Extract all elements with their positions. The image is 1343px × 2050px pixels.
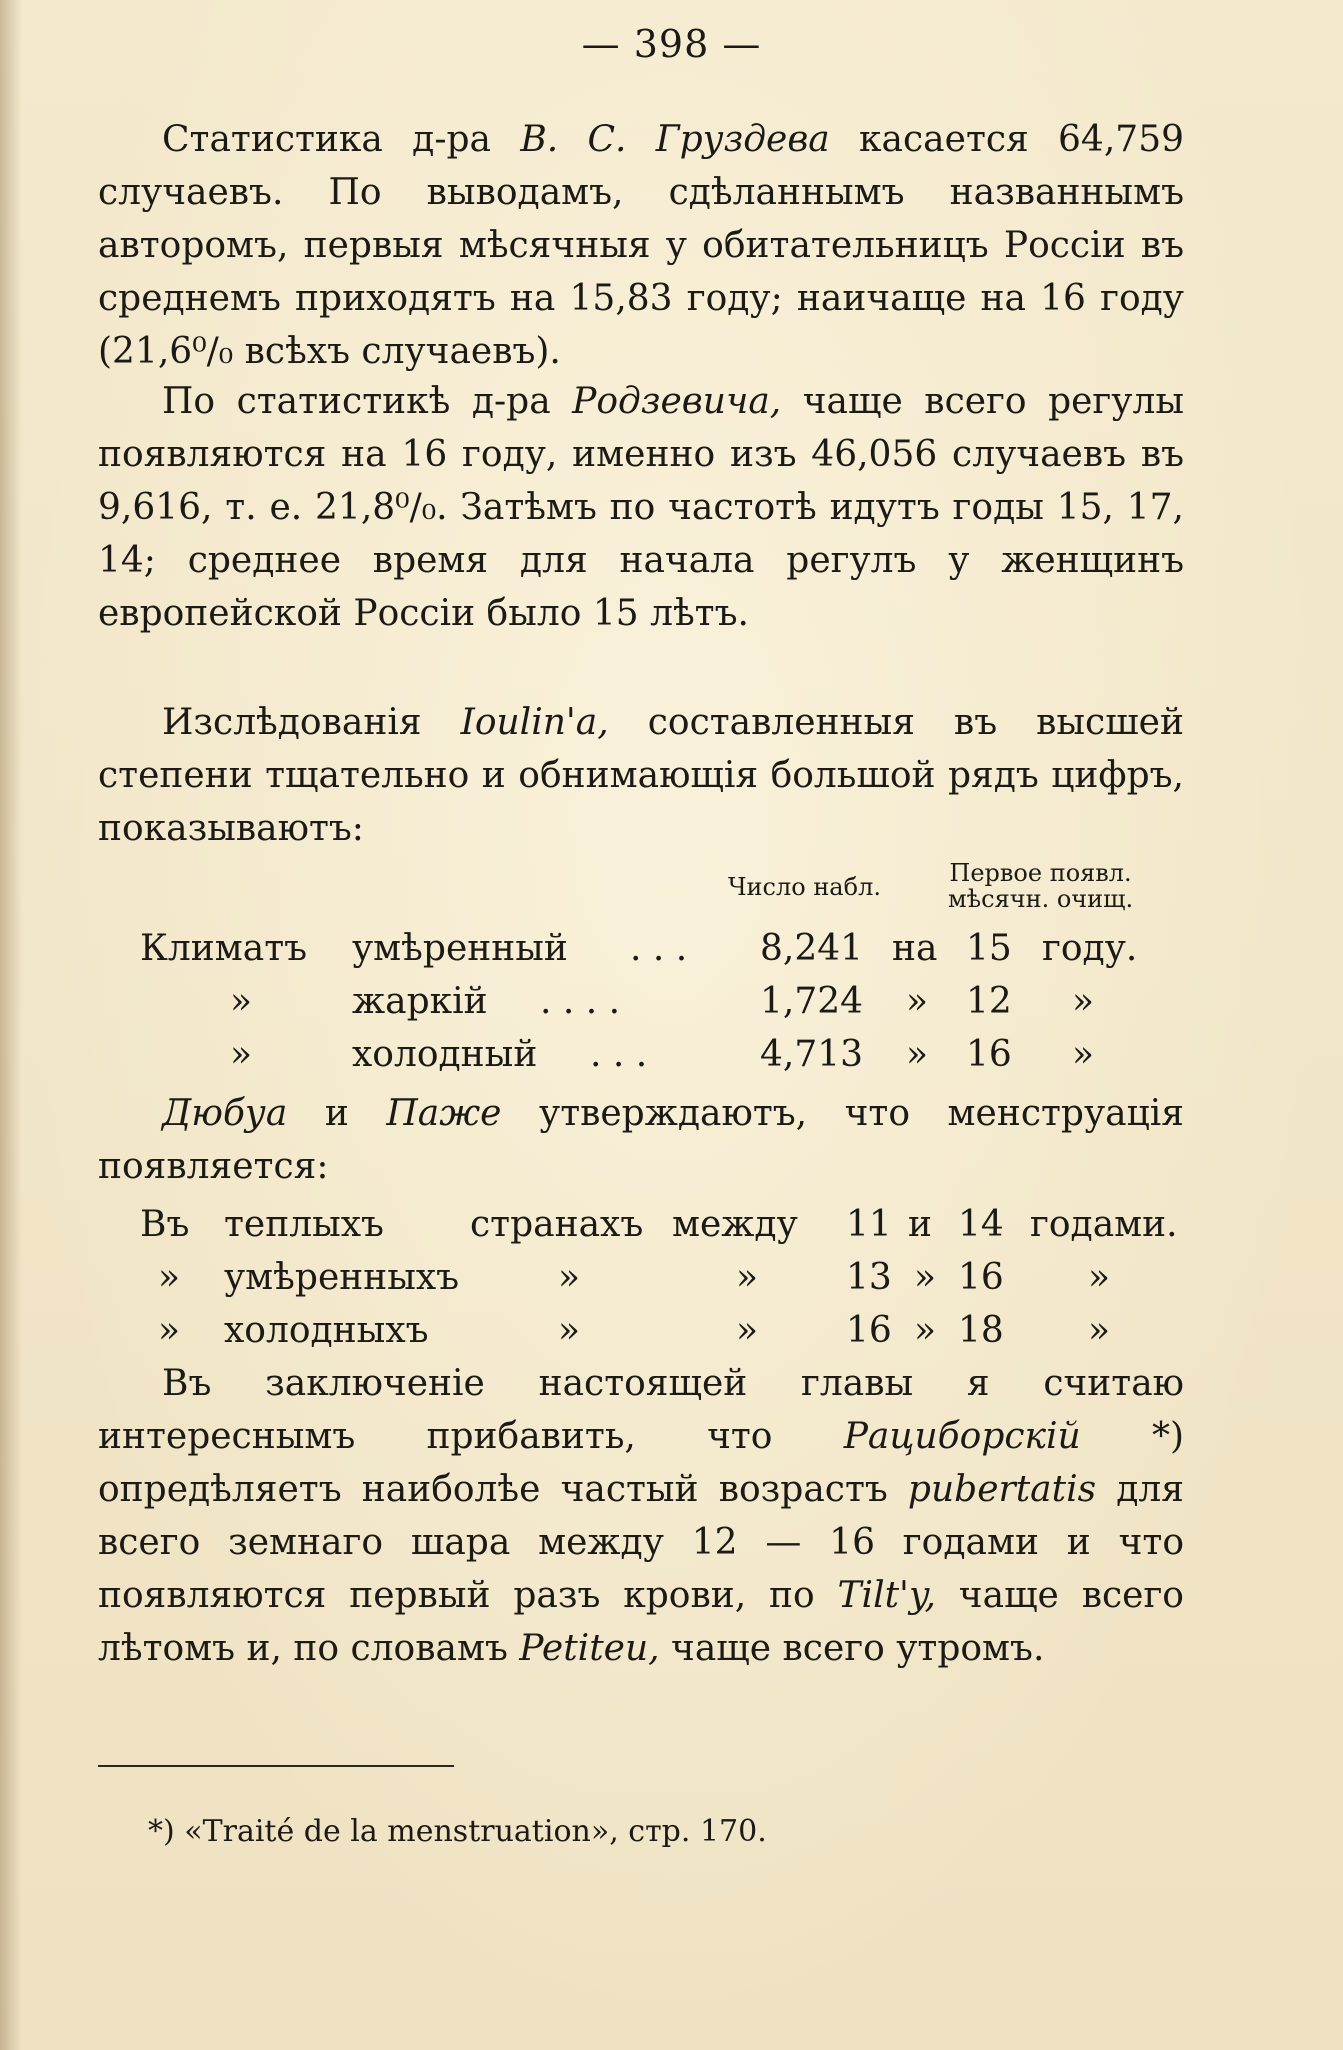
column-header-first-line2: мѣсячн. очищ. [948,885,1134,913]
age-from: 13 [846,1257,892,1298]
country-type: теплыхъ [224,1204,384,1245]
country-type: холодныхъ [224,1310,429,1351]
author-name: Tilt'y, [837,1575,936,1616]
paragraph-text: чаще всего регулы появляются на 16 году, именно изъ 46,056 случаевъ въ 9,616, т. е. 21,8⁰/₀. Затѣмъ по частотѣ идутъ годы 15, 17, 14; среднее время для начала регулъ у женщинъ европейской Россіи было 15 лѣтъ. [98,381,1184,634]
row-label: » [230,1034,253,1075]
row-label: » [230,981,253,1022]
age-to: 18 [958,1310,1004,1351]
author-name: Родзевича, [572,381,782,422]
table-row [0,975,1343,1028]
paragraph-rodzevich [98,375,1184,640]
paragraph-text: По статистикѣ д-ра [162,381,573,422]
paragraph-text: Изслѣдованія [162,702,461,743]
climate-name: умѣренный [352,928,568,969]
column-header-first-line1: Первое появл. [949,859,1132,887]
observation-count: 8,241 [760,928,864,969]
row-prefix: » [158,1310,181,1351]
age-unit: году. [1042,928,1138,969]
first-age: 12 [966,981,1012,1022]
paragraph-ioulin [98,696,1184,855]
age-unit: » [1072,981,1095,1022]
paragraph-text: утверждаютъ, что менструація появляется: [98,1093,1184,1187]
table-row [0,1198,1343,1251]
row-label: Климатъ [140,928,308,969]
leader-dots: . . . [590,1034,648,1075]
age-to: 16 [958,1257,1004,1298]
footnote: *) «Traité de la menstruation», стр. 170. [148,1814,767,1849]
between-word: » [736,1257,759,1298]
ditto-mark: » [906,1034,929,1075]
countries-word: » [558,1310,581,1351]
author-name: Ioulin'a, [460,702,609,743]
between-word: между [672,1204,798,1245]
paragraph-text: касается 64,759 случаевъ. По выводамъ, сдѣланнымъ названнымъ авторомъ, первыя мѣсячныя у обитательницъ Россіи въ среднемъ приходятъ на 15,83 году; наичаще на 16 году (21,6⁰/₀ всѣхъ случаевъ). [98,119,1184,372]
author-name: В. С. Груздева [520,119,830,160]
age-unit: » [1072,1034,1095,1075]
table-row [0,1251,1343,1304]
observation-count: 4,713 [760,1034,864,1075]
countries-word: странахъ [470,1204,644,1245]
age-from: 11 [846,1204,892,1245]
author-name: Petiteu, [519,1628,660,1669]
paragraph-dubois [98,1087,1184,1193]
paragraph-conclusion [98,1357,1184,1675]
leader-dots: . . . . [540,981,621,1022]
age-to: 14 [958,1204,1004,1245]
paragraph-text: и [287,1093,387,1134]
table-row [0,922,1343,975]
paragraph-text: составленныя въ высшей степени тщательно и обнимающія большой рядъ цифръ, показываютъ: [98,702,1184,849]
author-name: Паже [386,1093,502,1134]
ditto-mark: на [892,928,938,969]
row-prefix: » [158,1257,181,1298]
ditto-mark: » [906,981,929,1022]
paragraph-text: чаще всего утромъ. [659,1628,1045,1669]
column-header-first [948,860,1133,912]
paragraph-text: чаще всего лѣтомъ и, по словамъ [98,1575,1184,1669]
latin-term: pubertatis [907,1469,1097,1510]
climate-name: холодный [352,1034,538,1075]
table-row [0,1304,1343,1357]
paragraph-gruzdev [98,113,1184,378]
age-unit: годами. [1030,1204,1178,1245]
page-number: — 398 — [581,22,762,66]
and-word: » [914,1257,937,1298]
age-from: 16 [846,1310,892,1351]
countries-word: » [558,1257,581,1298]
and-word: » [914,1310,937,1351]
author-name: Рациборскій [843,1416,1081,1457]
paragraph-text: Статистика д-ра [162,119,521,160]
age-unit: » [1088,1257,1111,1298]
row-prefix: Въ [140,1204,190,1245]
age-unit: » [1088,1310,1111,1351]
author-name: Дюбуа [162,1093,288,1134]
table-row [0,1028,1343,1081]
column-header-count: Число набл. [728,873,881,901]
observation-count: 1,724 [760,981,864,1022]
paragraph-text: Въ заключеніе настоящей главы я считаю интереснымъ прибавить, что [98,1363,1184,1457]
climate-name: жаркій [352,981,488,1022]
first-age: 15 [966,928,1012,969]
first-age: 16 [966,1034,1012,1075]
between-word: » [736,1310,759,1351]
country-type: умѣренныхъ [224,1257,460,1298]
leader-dots: . . . [630,928,688,969]
paragraph-text: *) опредѣляетъ наиболѣе частый возрастъ [98,1416,1184,1510]
and-word: и [908,1204,932,1245]
paragraph-text: для всего земнаго шара между 12 — 16 годами и что появляются первый разъ крови, по [98,1469,1184,1616]
footnote-divider [98,1765,454,1767]
